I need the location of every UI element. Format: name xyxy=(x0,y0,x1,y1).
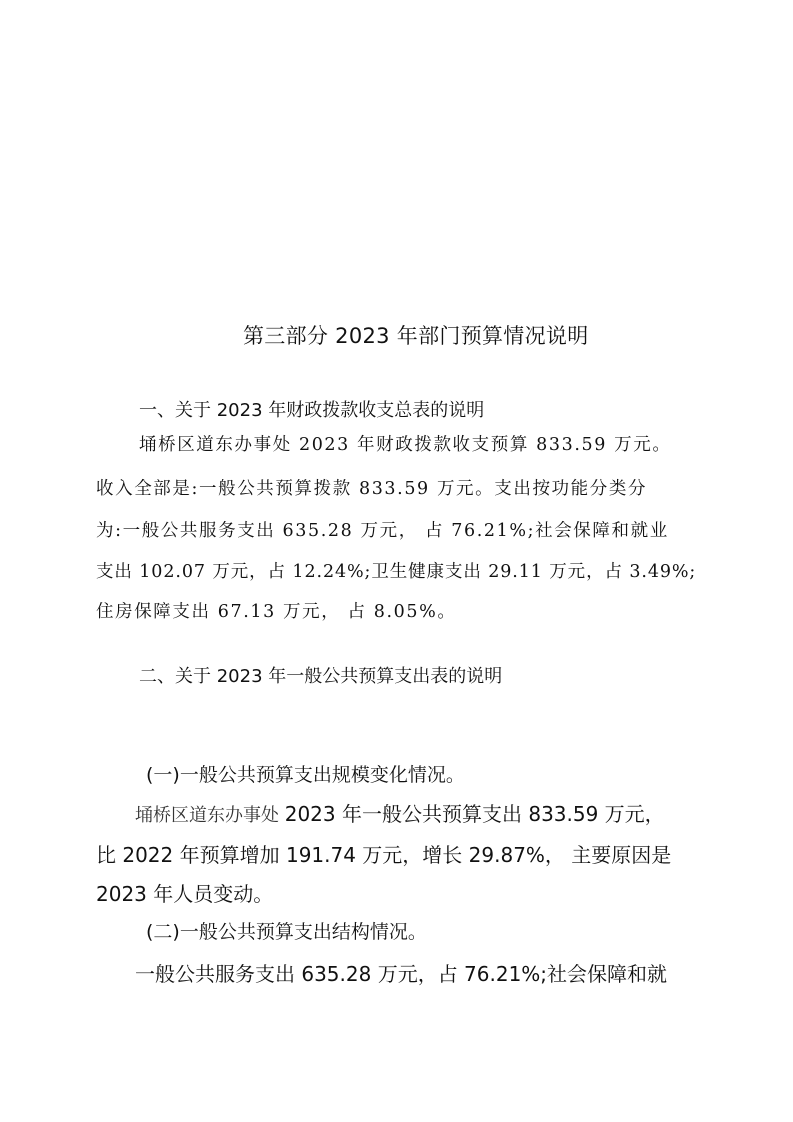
subsection2-heading: (二)一般公共预算支出结构情况。 xyxy=(146,921,427,943)
subsection1-line: 比 2022 年预算增加 191.74 万元，增长 29.87%， 主要原因是 xyxy=(96,843,672,867)
subsection1-line-rest: 2023 年一般公共预算支出 833.59 万元， xyxy=(284,802,665,826)
section1-line: 住房保障支出 67.13 万元， 占 8.05%。 xyxy=(96,602,457,622)
section1-line: 支出 102.07 万元，占 12.24%;卫生健康支出 29.11 万元，占 3.49%; xyxy=(96,562,697,582)
section2-heading: 二、关于 2023 年一般公共预算支出表的说明 xyxy=(139,666,503,687)
subsection1-line xyxy=(135,798,665,827)
subsection2-line: 一般公共服务支出 635.28 万元，占 76.21%;社会保障和就 xyxy=(135,962,668,986)
section1-line: 埇桥区道东办事处 2023 年财政拨款收支预算 833.59 万元。 xyxy=(139,435,672,455)
subsection1-line: 2023 年人员变动。 xyxy=(96,882,274,906)
section1-heading: 一、关于 2023 年财政拨款收支总表的说明 xyxy=(139,400,485,421)
section1-line: 为:一般公共服务支出 635.28 万元， 占 76.21%;社会保障和就业 xyxy=(96,521,669,541)
subsection1-lead: 埇桥区道东办事处 xyxy=(135,805,285,826)
page-title: 第三部分 2023 年部门预算情况说明 xyxy=(243,324,589,348)
section1-line: 收入全部是:一般公共预算拨款 833.59 万元。支出按功能分类分 xyxy=(96,479,648,499)
subsection1-heading: (一)一般公共预算支出规模变化情况。 xyxy=(146,764,465,786)
